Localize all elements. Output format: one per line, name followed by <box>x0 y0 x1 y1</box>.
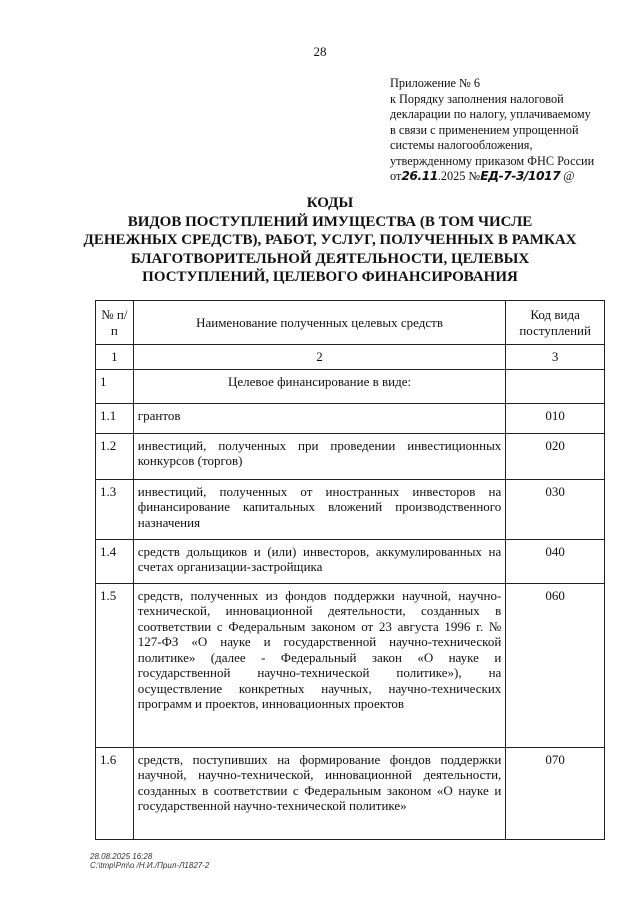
annex-line: утвержденному приказом ФНС России <box>390 153 595 168</box>
annex-line: декларации по налогу, уплачиваемому <box>390 107 591 121</box>
annex-line: Приложение № 6 <box>390 76 481 90</box>
title-line: БЛАГОТВОРИТЕЛЬНОЙ ДЕЯТЕЛЬНОСТИ, ЦЕЛЕВЫХ <box>130 250 530 267</box>
order-year: .2025 № <box>437 169 481 183</box>
row-name: средств, поступивших на формирование фондов поддержки научной, научно-технической, инновационной деятельности, созданных в соответствии с Федеральным законом «О науке и государственной научно-технической политике» <box>133 747 506 839</box>
print-footer <box>90 852 209 870</box>
title-line: ПОСТУПЛЕНИЙ, ЦЕЛЕВОГО ФИНАНСИРОВАНИЯ <box>142 269 518 285</box>
column-numbers-row <box>96 345 605 370</box>
table-row <box>96 539 605 583</box>
row-name: грантов <box>133 403 506 433</box>
header-num: № п/п <box>96 301 134 345</box>
row-code: 030 <box>506 479 605 539</box>
order-line <box>390 169 630 185</box>
codes-table <box>95 300 605 840</box>
table-row <box>96 747 605 839</box>
row-name: средств, полученных из фондов поддержки научной, научно-технической, инновационной деятельности, созданных в соответствии с Федеральным законом от 23 августа 1996 г. № 127-ФЗ «О науке и государственной научно-технической политике» (далее - Федеральный закон «О науке и государственной научно-технической политике»), на осуществление конкретных научных, научно-технических программ и проектов, инновационных проектов <box>133 583 506 747</box>
row-name: инвестиций, полученных при проведении инвестиционных конкурсов (торгов) <box>133 433 506 479</box>
annex-header <box>390 76 630 185</box>
row-num: 1.2 <box>96 433 134 479</box>
header-name: Наименование полученных целевых средств <box>133 301 506 345</box>
row-num: 1.5 <box>96 583 134 747</box>
row-name: Целевое финансирование в виде: <box>133 369 506 403</box>
row-num: 1.3 <box>96 479 134 539</box>
page-number: 28 <box>313 44 327 59</box>
table-row <box>96 583 605 747</box>
row-code: 060 <box>506 583 605 747</box>
row-num: 1.1 <box>96 403 134 433</box>
annex-line: к Порядку заполнения налоговой <box>390 91 564 106</box>
annex-line: системы налогообложения, <box>390 138 533 152</box>
order-prefix: от <box>390 169 402 183</box>
row-code: 070 <box>506 747 605 839</box>
row-name: инвестиций, полученных от иностранных инвесторов на финансирование капитальных вложений производственного назначения <box>133 479 506 539</box>
title-line: КОДЫ <box>306 195 354 211</box>
row-name: средств дольщиков и (или) инвесторов, аккумулированных на счетах организации-застройщика <box>133 539 506 583</box>
row-code: 040 <box>506 539 605 583</box>
table-row <box>96 403 605 433</box>
table-row <box>96 433 605 479</box>
document-title <box>70 194 590 287</box>
row-num: 1.6 <box>96 747 134 839</box>
footer-line: 28.08.2025 16:28 <box>90 852 153 861</box>
row-code: 020 <box>506 433 605 479</box>
row-code <box>506 369 605 403</box>
title-line: ДЕНЕЖНЫХ СРЕДСТВ), РАБОТ, УСЛУГ, ПОЛУЧЕННЫХ В РАМКАХ <box>83 232 577 248</box>
row-num: 1.4 <box>96 539 134 583</box>
footer-line: C:\tmp\Рт\o /Н.И./Прил-Л1827-2 <box>90 861 210 870</box>
order-number: ЕД-7-3/1017 <box>480 169 561 183</box>
annex-line: в связи с применением упрощенной <box>390 122 579 137</box>
column-number: 1 <box>96 345 134 370</box>
table-row <box>96 479 605 539</box>
row-num: 1 <box>96 369 134 403</box>
order-day: 26.11 <box>401 169 438 183</box>
order-suffix: @ <box>563 169 575 183</box>
header-code: Код вида поступлений <box>506 301 605 345</box>
column-number: 2 <box>133 345 506 370</box>
row-code: 010 <box>506 403 605 433</box>
title-line: ВИДОВ ПОСТУПЛЕНИЙ ИМУЩЕСТВА (В ТОМ ЧИСЛЕ <box>127 213 533 230</box>
table-row <box>96 369 605 403</box>
column-number: 3 <box>506 345 605 370</box>
table-header-row <box>96 301 605 345</box>
